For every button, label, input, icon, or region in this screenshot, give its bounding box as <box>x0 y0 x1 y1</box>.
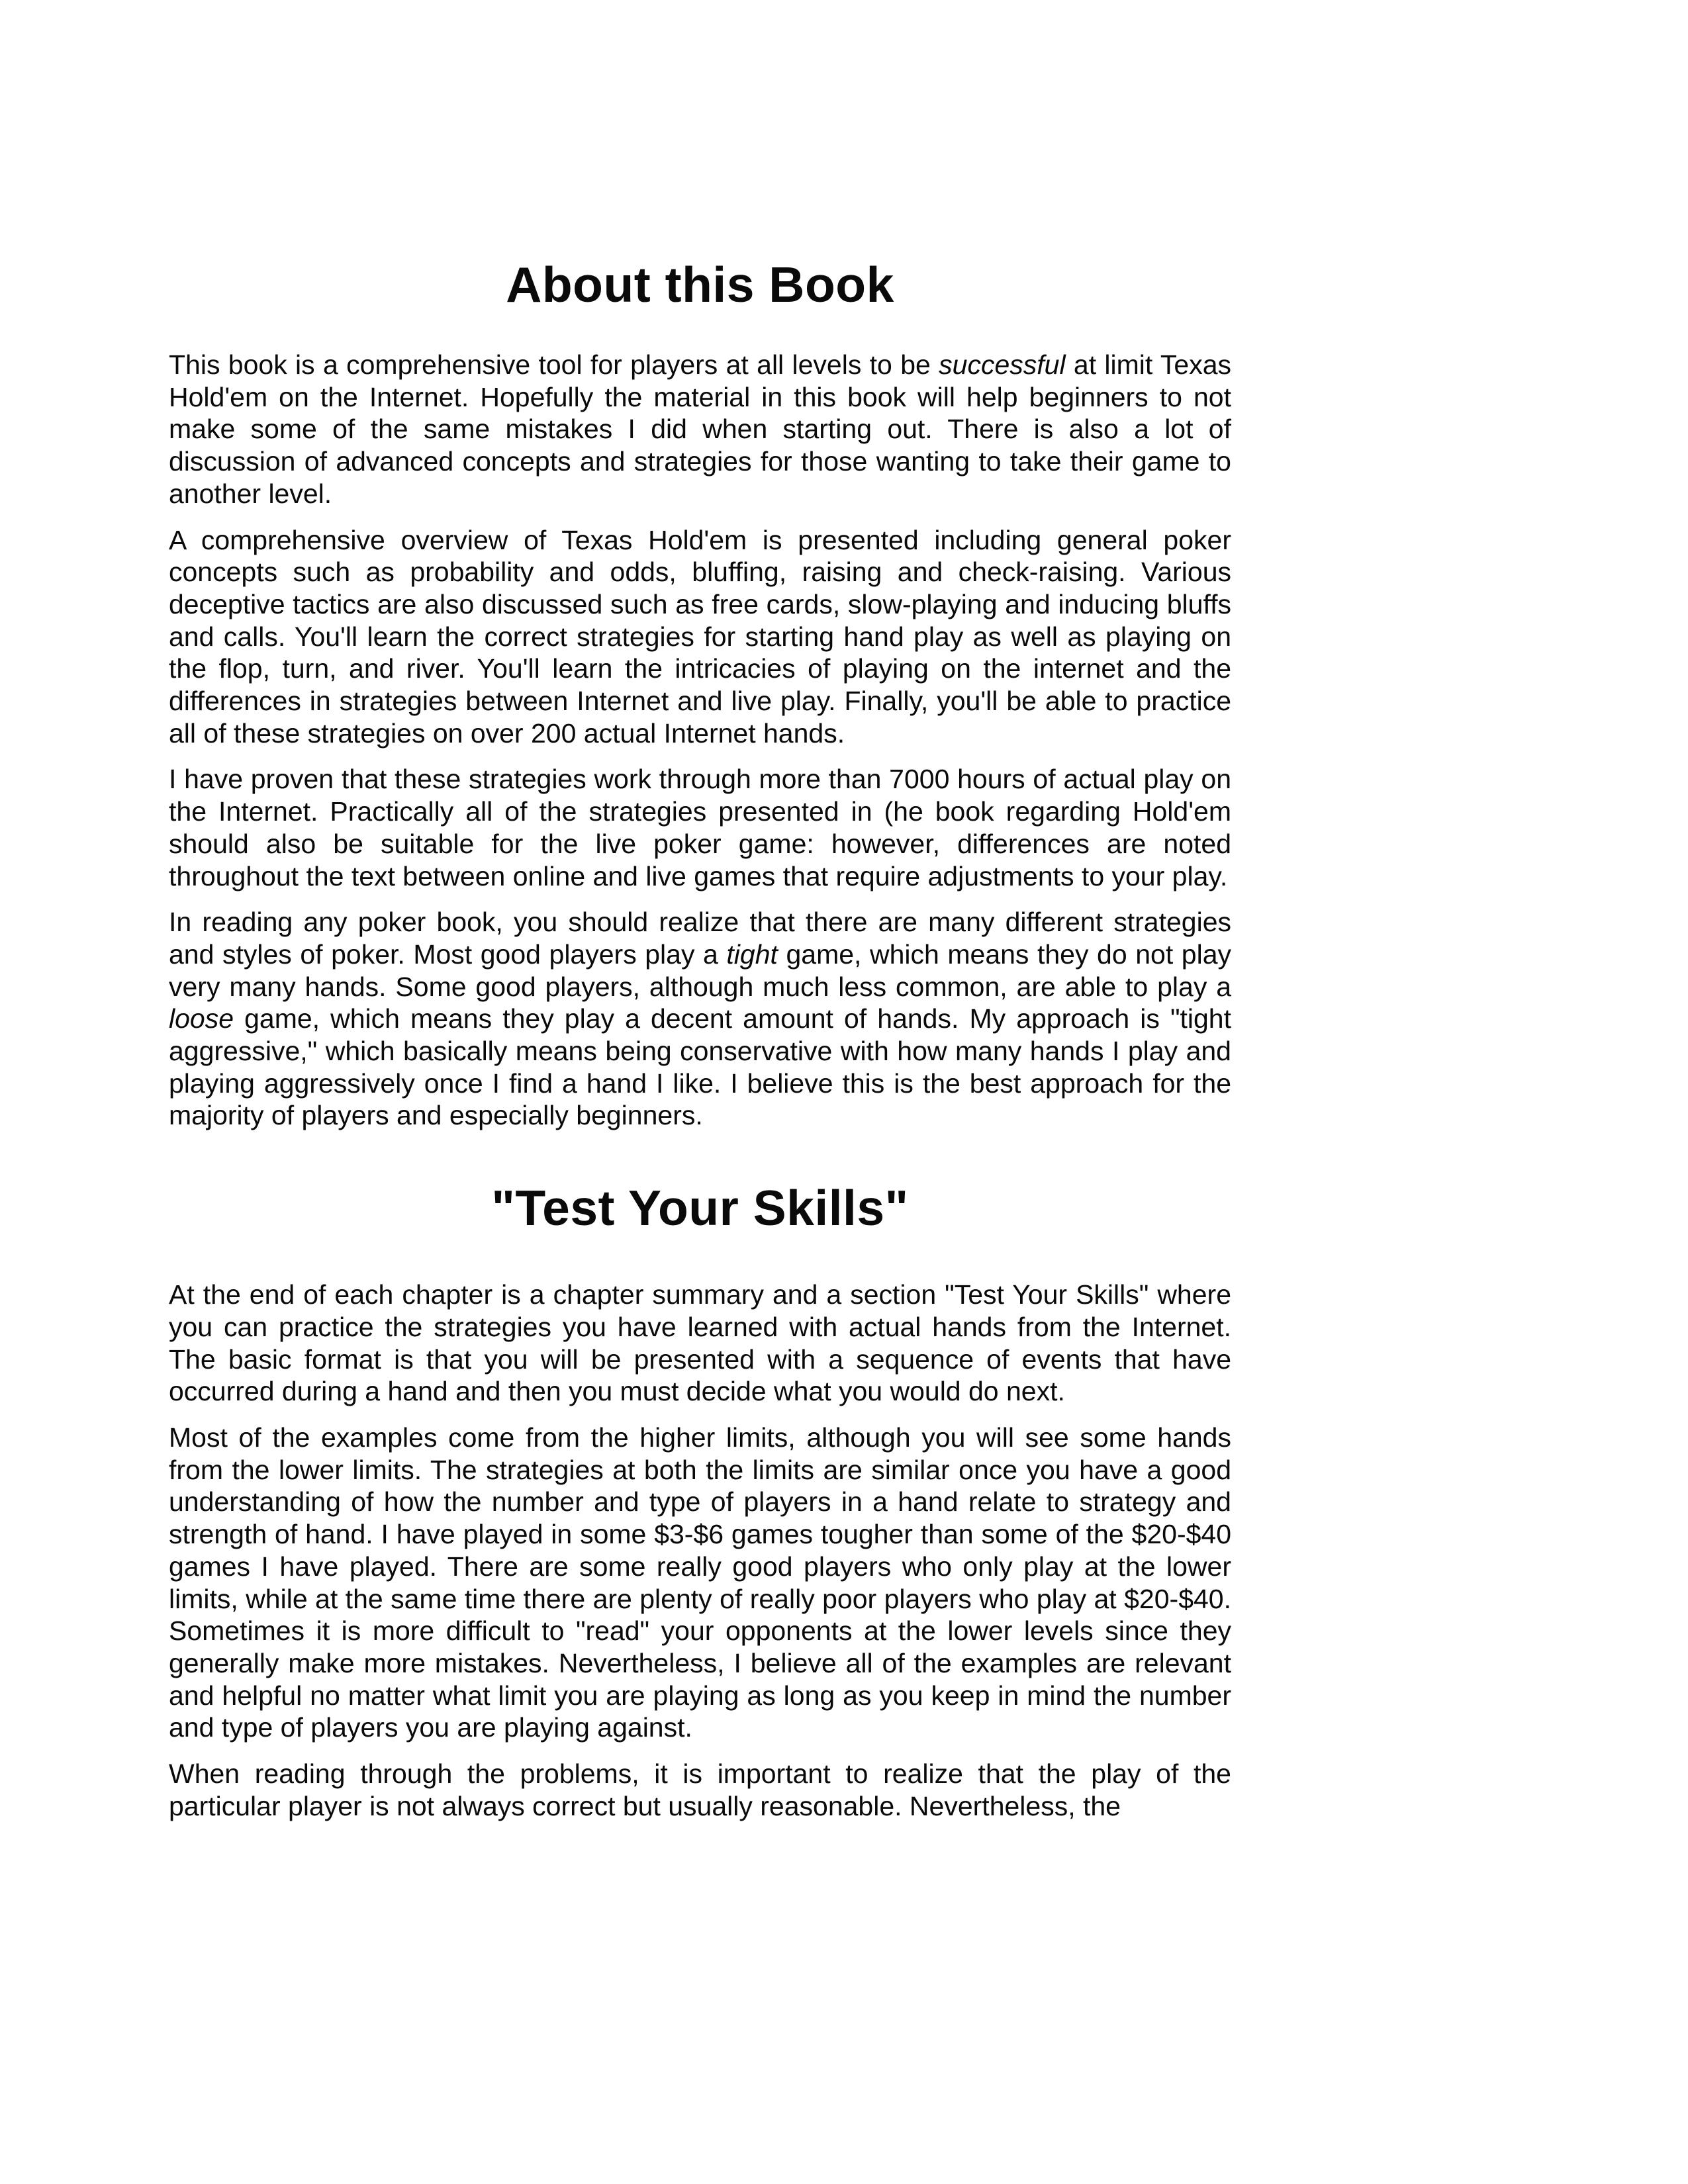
paragraph-intro-text-b: at limit Texas Hold'em on the Internet. Hopefully the material in this book will help beginners to not make some of the same mistakes I did when starting out. There is also a lot of discussion of advanced concepts and strategies for those wanting to take their game to another level. <box>169 349 1231 509</box>
paragraph-styles-text-c: game, which means they play a decent amount of hands. My approach is "tight aggressive," which basically means being conservative with how many hands I play and playing aggressively once I find a hand I like. I believe this is the best approach for the majority of players and especially beginners. <box>169 1003 1231 1131</box>
paragraph-overview: A comprehensive overview of Texas Hold'em is presented including general poker concepts such as probability and odds, bluffing, raising and check-raising. Various deceptive tactics are also discussed such as free cards, slow-playing and inducing bluffs and calls. You'll learn the correct strategies for starting hand play as well as playing on the flop, turn, and river. You'll learn the intricacies of playing on the internet and the differences in strategies between Internet and live play. Finally, you'll be able to practice all of these strategies on over 200 actual Internet hands. <box>169 524 1231 749</box>
paragraph-intro-text-a: This book is a comprehensive tool for players at all levels to be <box>169 349 939 380</box>
emphasis-loose: loose <box>169 1003 234 1034</box>
section-title-about: About this Book <box>506 257 894 312</box>
emphasis-tight: tight <box>726 938 778 970</box>
document-page <box>169 255 1231 1836</box>
paragraph-problems: When reading through the problems, it is important to realize that the play of the particular player is not always correct but usually reasonable. Nevertheless, the <box>169 1758 1231 1821</box>
paragraph-styles-text-b: game, which means they do not play very many hands. Some good players, although much less common, are able to play a <box>169 938 1231 1002</box>
paragraph-proven: I have proven that these strategies work through more than 7000 hours of actual play on the Internet. Practically all of the strategies presented in (he book regarding Hold'em should also be suitable for the live poker game: however, differences are noted throughout the text between online and live games that require adjustments to your play. <box>169 764 1231 891</box>
paragraph-intro <box>169 349 1231 510</box>
paragraph-chapter-summary: At the end of each chapter is a chapter summary and a section "Test Your Skills" where you can practice the strategies you have learned with actual hands from the Internet. The basic format is that you will be presented with a sequence of events that have occurred during a hand and then you must decide what you would do next. <box>169 1279 1231 1407</box>
section-title-test-your-skills: "Test Your Skills" <box>491 1180 909 1236</box>
paragraph-styles-text-a: In reading any poker book, you should realize that there are many different strategies and styles of poker. Most good players play a <box>169 907 1231 970</box>
emphasis-successful: successful <box>939 349 1066 380</box>
paragraph-examples-limits: Most of the examples come from the higher limits, although you will see some hands from the lower limits. The strategies at both the limits are similar once you have a good understanding of how the number and type of players in a hand relate to strategy and strength of hand. I have played in some $3-$6 games tougher than some of the $20-$40 games I have played. There are some really good players who only play at the lower limits, while at the same time there are plenty of really poor players who play at $20-$40. Sometimes it is more difficult to "read" your opponents at the lower levels since they generally make more mistakes. Nevertheless, I believe all of the examples are relevant and helpful no matter what limit you are playing as long as you keep in mind the number and type of players you are playing against. <box>169 1422 1231 1743</box>
paragraph-styles <box>169 906 1231 1132</box>
